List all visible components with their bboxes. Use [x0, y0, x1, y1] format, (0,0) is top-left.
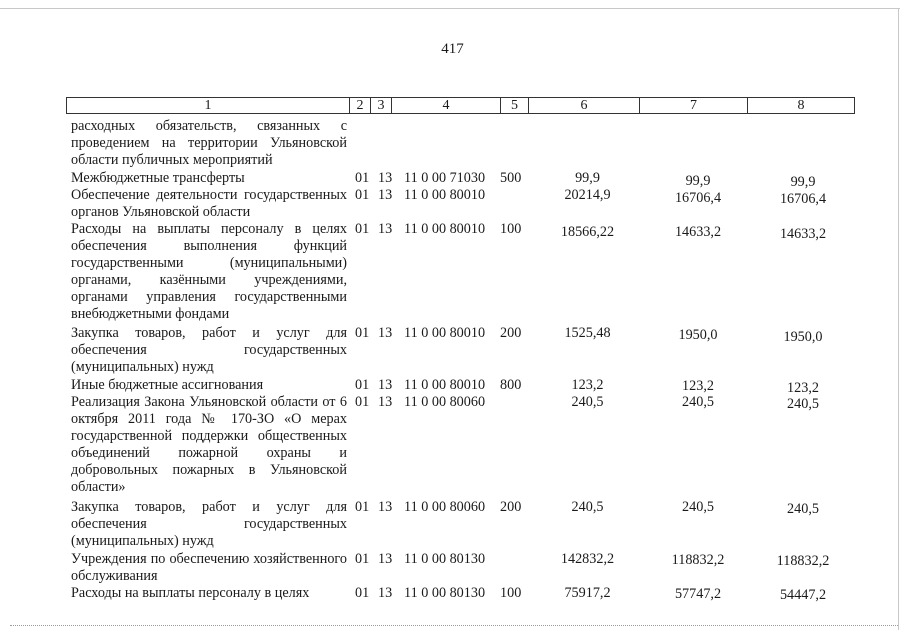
row-subsection: 13 — [378, 394, 393, 410]
row-amount-3: 99,9 — [790, 174, 816, 190]
row-subsection: 13 — [378, 377, 393, 393]
row-name: Учреждения по обеспечению хозяйственного обслуживания — [71, 551, 347, 584]
header-col-1: 1 — [67, 98, 350, 113]
row-name: Реализация Закона Ульяновской области от 6 октября 2011 года № 170-ЗО «О мерах государственной поддержки общественных объединений пожарной охраны и добровольных пожарных в Ульяновской области» — [71, 394, 347, 495]
row-subsection: 13 — [378, 221, 393, 237]
row-amount-1: 240,5 — [571, 499, 604, 515]
row-amount-1: 240,5 — [571, 394, 604, 410]
row-target-code: 11 0 00 71030 — [404, 170, 486, 186]
scan-frame-top — [0, 8, 900, 9]
row-subsection: 13 — [378, 551, 393, 567]
row-amount-1: 123,2 — [571, 377, 604, 393]
row-target-code: 11 0 00 80010 — [404, 221, 486, 237]
row-amount-1: 142832,2 — [560, 551, 615, 567]
row-name: Закупка товаров, работ и услуг для обеспечения государственных (муниципальных) нужд — [71, 499, 347, 549]
header-col-7: 7 — [640, 98, 748, 113]
scan-frame-right — [898, 8, 899, 630]
row-name: Обеспечение деятельности государственных органов Ульяновской области — [71, 187, 347, 220]
row-name: Иные бюджетные ассигнования — [71, 377, 264, 393]
row-name: Расходы на выплаты персоналу в целях — [71, 585, 310, 601]
row-amount-3: 118832,2 — [776, 553, 830, 569]
row-name: расходных обязательств, связанных с проведением на территории Ульяновской области публичных мероприятий — [71, 118, 347, 168]
row-amount-3: 123,2 — [787, 380, 819, 396]
row-section: 01 — [355, 377, 370, 393]
row-section: 01 — [355, 499, 370, 515]
row-amount-2: 240,5 — [682, 499, 714, 515]
row-target-code: 11 0 00 80010 — [404, 377, 486, 393]
row-amount-3: 14633,2 — [779, 226, 827, 242]
row-subsection: 13 — [378, 325, 393, 341]
table-header — [66, 97, 855, 114]
scan-edge-artifact — [10, 625, 898, 626]
row-subsection: 13 — [378, 187, 393, 203]
header-col-3: 3 — [371, 98, 392, 113]
page-number: 417 — [441, 41, 464, 57]
row-section: 01 — [355, 551, 370, 567]
row-section: 01 — [355, 585, 370, 601]
row-amount-3: 1950,0 — [783, 329, 823, 345]
row-expense-type: 100 — [500, 585, 522, 601]
row-amount-3: 54447,2 — [779, 587, 827, 603]
row-target-code: 11 0 00 80010 — [404, 187, 486, 203]
header-col-4: 4 — [392, 98, 501, 113]
row-amount-2: 1950,0 — [678, 327, 718, 343]
row-target-code: 11 0 00 80060 — [404, 499, 486, 515]
row-subsection: 13 — [378, 170, 393, 186]
row-subsection: 13 — [378, 499, 393, 515]
row-section: 01 — [355, 170, 370, 186]
row-amount-1: 75917,2 — [564, 585, 611, 601]
row-target-code: 11 0 00 80130 — [404, 585, 486, 601]
header-col-2: 2 — [350, 98, 371, 113]
row-amount-3: 16706,4 — [779, 191, 827, 207]
row-expense-type: 200 — [500, 325, 522, 341]
row-section: 01 — [355, 325, 370, 341]
header-col-6: 6 — [529, 98, 640, 113]
row-name: Расходы на выплаты персоналу в целях обеспечения выполнения функций государственными (муниципальными) органами, казёнными учреждениями, органами управления государственными внебюджетными фондами — [71, 221, 347, 322]
row-name: Межбюджетные трансферты — [71, 170, 245, 186]
row-amount-2: 240,5 — [682, 394, 714, 410]
row-expense-type: 100 — [500, 221, 522, 237]
row-section: 01 — [355, 221, 370, 237]
row-expense-type: 200 — [500, 499, 522, 515]
row-target-code: 11 0 00 80060 — [404, 394, 486, 410]
row-section: 01 — [355, 394, 370, 410]
row-name: Закупка товаров, работ и услуг для обеспечения государственных (муниципальных) нужд — [71, 325, 347, 375]
row-amount-1: 20214,9 — [564, 187, 611, 203]
row-target-code: 11 0 00 80010 — [404, 325, 486, 341]
row-amount-2: 57747,2 — [674, 586, 722, 602]
header-col-5: 5 — [501, 98, 529, 113]
row-amount-1: 1525,48 — [564, 325, 611, 341]
row-amount-2: 118832,2 — [671, 552, 725, 568]
row-target-code: 11 0 00 80130 — [404, 551, 486, 567]
row-amount-2: 14633,2 — [674, 224, 722, 240]
header-col-8: 8 — [797, 98, 805, 113]
row-amount-2: 123,2 — [682, 378, 714, 394]
row-subsection: 13 — [378, 585, 393, 601]
row-expense-type: 800 — [500, 377, 522, 393]
row-amount-2: 16706,4 — [674, 190, 722, 206]
row-amount-3: 240,5 — [787, 396, 819, 412]
row-amount-3: 240,5 — [787, 501, 819, 517]
row-expense-type: 500 — [500, 170, 522, 186]
row-amount-2: 99,9 — [685, 173, 711, 189]
row-amount-1: 99,9 — [575, 170, 600, 186]
row-amount-1: 18566,22 — [560, 224, 615, 240]
row-section: 01 — [355, 187, 370, 203]
